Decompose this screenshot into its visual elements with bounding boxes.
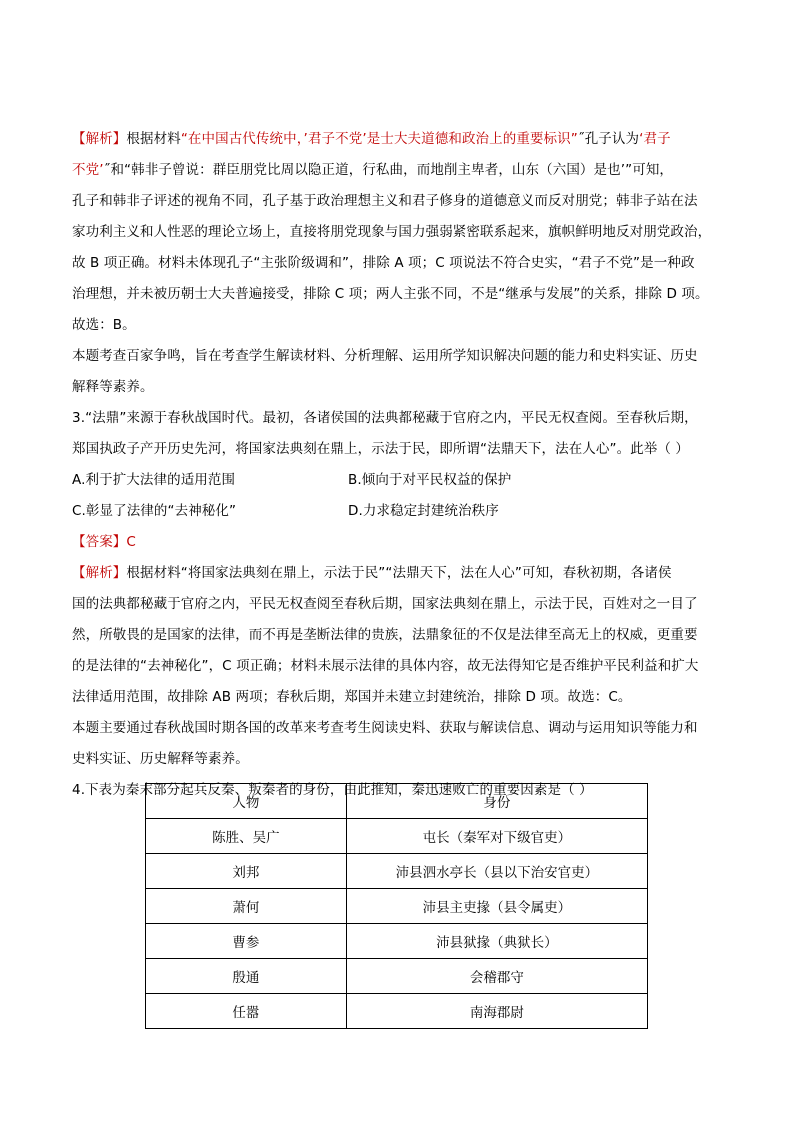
analysis-line: 家功利主义和人性恶的理论立场上，直接将朋党现象与国力强弱紧密联系起来，旗帜鲜明地反对朋党政治， [72,224,712,240]
table-cell: 曹参 [146,924,347,959]
note-line: 本题主要通过春秋战国时期各国的改革来考查考生阅读史料、获取与解读信息、调动与运用知识等能力和 [72,720,698,736]
table-row [146,819,648,854]
analysis-line: 不党’˝和“韩非子曾说：群臣朋党比周以隐正道，行私曲，而地削主卑者，山东（六国）是也’”可知， [72,162,674,178]
answer-value: C [126,534,136,550]
analysis-line: 的是法律的“去神秘化”，C 项正确；材料未展示法律的具体内容，故无法得知它是否维护平民利益和扩大 [72,658,699,674]
analysis-line: 故选：B。 [72,317,136,333]
option-a: A.利于扩大法律的适用范围 [72,472,236,488]
note-line: 本题考查百家争鸣，旨在考查学生解读材料、分析理解、运用所学知识解决问题的能力和史料实证、历史 [72,348,698,364]
analysis-tag: 【解析】 [72,565,127,581]
analysis-line: 孔子和韩非子评述的视角不同，孔子基于政治理想主义和君子修身的道德意义而反对朋党；韩非子站在法 [72,193,698,209]
option-d: D.力求稳定封建统治秩序 [348,503,499,519]
table-cell: 刘邦 [146,854,347,889]
table-cell: 沛县主吏掾（县令属吏） [346,889,647,924]
options-row [72,496,722,527]
analysis-line: 故 B 项正确。材料未体现孔子“主张阶级调和”，排除 A 项；C 项说法不符合史实，“君子不党”是一种政 [72,255,695,271]
table-row [146,924,648,959]
table-cell: 屯长（秦军对下级官吏） [346,819,647,854]
identity-table [145,783,648,1029]
table-cell: 任嚣 [146,994,347,1029]
table-row [146,889,648,924]
table-cell: 陈胜、吴广 [146,819,347,854]
table-header-row [146,784,648,819]
analysis-line: 【解析】根据材料“将国家法典刻在鼎上，示法于民”“法鼎天下，法在人心”可知，春秋初期，各诸侯 [72,565,672,581]
analysis-tag: 【解析】 [72,131,127,147]
quote-text: “在中国古代传统中，’君子不党’是士大夫道德和政治上的重要标识” [180,131,578,147]
table-cell: 沛县狱掾（典狱长） [346,924,647,959]
document-body [72,124,722,806]
table-cell: 萧何 [146,889,347,924]
answer-line [72,527,722,558]
question-stem: 4.下表为秦末部分起兵反秦、叛秦者的身份，由此推知，秦迅速败亡的重要因素是（ ） [72,782,593,798]
answer-tag: 【答案】 [72,534,127,550]
analysis-line: 然，所敬畏的是国家的法律，而不再是垄断法律的贵族，法鼎象征的不仅是法律至高无上的权威，更重要 [72,627,698,643]
table-header: 身份 [346,784,647,819]
analysis-line: 治理想，并未被历朝士大夫普遍接受，排除 C 项；两人主张不同，不是“继承与发展”的关系，排除 D 项。 [72,286,709,302]
options-row [72,465,722,496]
table-header: 人物 [146,784,347,819]
question-stem: 3.“法鼎”来源于春秋战国时代。最初，各诸侯国的法典都秘藏于官府之内，平民无权查阅。至春秋后期， [72,410,698,426]
analysis-line: 【解析】根据材料“在中国古代传统中，’君子不党’是士大夫道德和政治上的重要标识”˝孔子认为‘君子 [72,131,671,147]
note-line: 解释等素养。 [72,379,154,395]
note-line: 史料实证、历史解释等素养。 [72,751,249,767]
question-stem: 郑国执政子产开历史先河，将国家法典刻在鼎上，示法于民，即所谓“法鼎天下，法在人心”。此举（ ） [72,441,689,457]
table-row [146,994,648,1029]
table-cell: 沛县泗水亭长（县以下治安官吏） [346,854,647,889]
table-cell: 南海郡尉 [346,994,647,1029]
analysis-line: 国的法典都秘藏于官府之内，平民无权查阅至春秋后期，国家法典刻在鼎上，示法于民，百姓对之一目了 [72,596,698,612]
table-row [146,959,648,994]
option-c: C.彰显了法律的“去神秘化” [72,503,237,519]
table-cell: 殷通 [146,959,347,994]
table-cell: 会稽郡守 [346,959,647,994]
table-row [146,854,648,889]
analysis-line: 法律适用范围，故排除 AB 两项；春秋后期，郑国并未建立封建统治，排除 D 项。故选：C。 [72,689,632,705]
option-b: B.倾向于对平民权益的保护 [348,472,512,488]
